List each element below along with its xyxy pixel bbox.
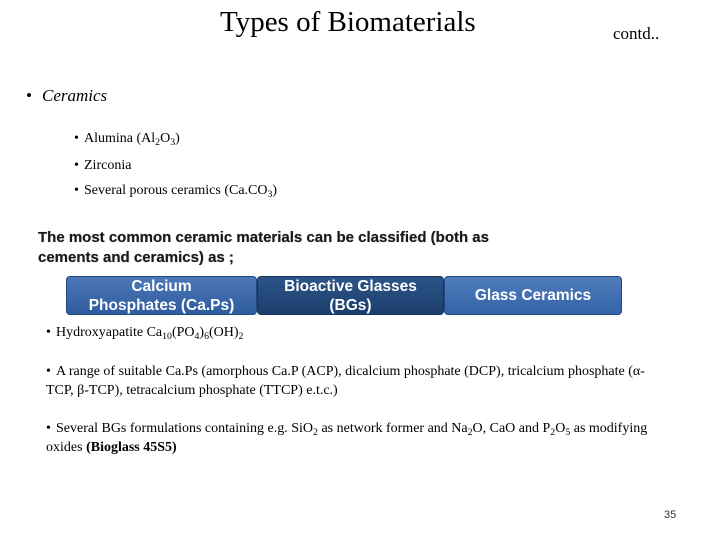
bullet-icon: • — [74, 131, 79, 146]
category-glass-ceramics: Glass Ceramics — [444, 276, 622, 315]
page-number: 35 — [664, 509, 677, 521]
bullet-icon: • — [46, 325, 51, 340]
category-calcium-phosphates: Calcium Phosphates (Ca.Ps) — [66, 276, 257, 315]
bullet-icon: • — [46, 364, 51, 379]
slide-title: Types of Biomaterials — [220, 6, 476, 38]
list-item-zirconia: • Zirconia — [74, 158, 132, 173]
bullet-icon: • — [46, 421, 51, 436]
section-heading — [26, 86, 107, 106]
note-hydroxyapatite: • Hydroxyapatite $Ca_{10}(PO_4)_6(OH)_2$ — [46, 325, 244, 342]
note-bioactive-glasses: • Several BGs formulations containing e.g. SiO$_2$ as network former and $Na_2O$, CaO and $P_2O_5$ as modifying oxides (Bioglass 45S5) — [46, 421, 648, 455]
category-boxes — [66, 276, 622, 315]
bullet-icon: • — [74, 158, 79, 173]
section-heading-text: Ceramics — [42, 86, 108, 105]
classification-intro: The most common ceramic materials can be classified (both as cements and ceramics) as ; — [38, 229, 489, 266]
list-item-alumina: • Alumina $(Al_2O_3)$ — [74, 131, 180, 148]
category-bioactive-glasses: Bioactive Glasses (BGs) — [257, 276, 444, 315]
list-item-porous-ceramics: • Several porous ceramics $(Ca.CO_3)$ — [74, 183, 278, 200]
bullet-icon: • — [26, 86, 32, 105]
note-caps-range: • A range of suitable Ca.Ps (amorphous Ca.P (ACP), dicalcium phosphate (DCP), tricalcium phosphate (α-TCP, β-TCP), tetracalcium phosphate (TTCP) e.t.c.) — [46, 364, 645, 398]
contd-label: contd.. — [613, 24, 660, 43]
bullet-icon: • — [74, 183, 79, 198]
